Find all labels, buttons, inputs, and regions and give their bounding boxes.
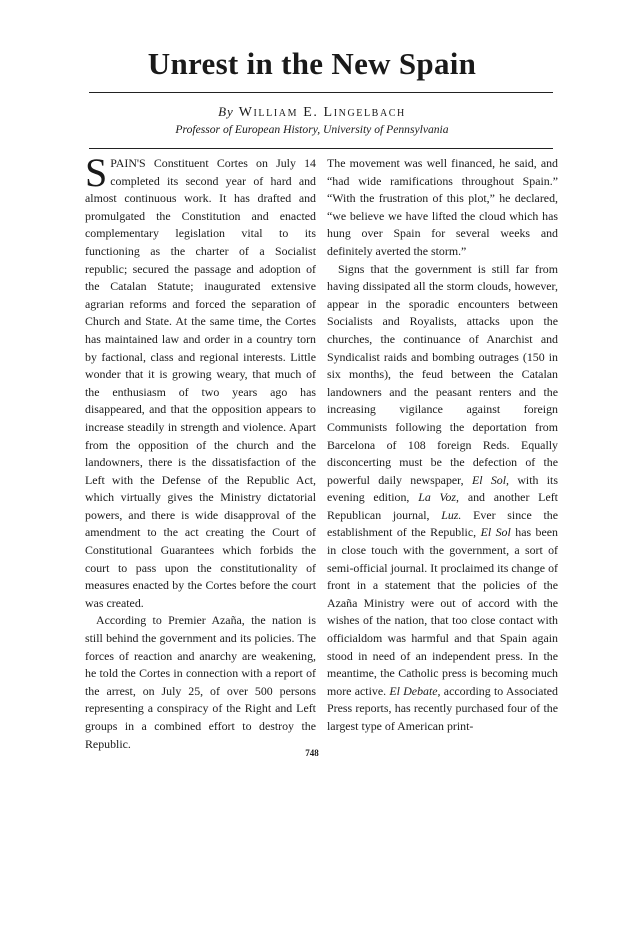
paragraph [327,261,558,736]
paragraph-text: Signs that the government is still far from having dissipated all the storm clouds, however, appear in the sporadic encounters between Socialists and Royalists, attacks upon the churches, the continuance of Anarchist and Syndicalist raids and bombing outrages (150 in six months), the feud between the Catalan landowners and the peasant renters and the increasing vigilance against foreign Communists following the deportation from Barcelona of 108 foreign Reds. Equally disconcerting must be the defection of the powerful daily newspaper, [327,261,558,487]
article-title: Unrest in the New Spain [147,46,477,81]
publication-name: El Sol, [471,472,509,487]
drop-cap-rest: PAIN'S [110,156,146,170]
drop-cap: S [85,150,108,195]
right-column [327,155,558,736]
paragraph-text: according to Associated Press reports, has recently purchased four of the largest type of American print- [327,683,558,733]
byline-by: By [218,104,234,119]
paragraph-text: has been in close touch with the government, a sort of semi-official journal. It proclaimed its change of front in a statement that the policies of the Azaña Ministry were out of accord with the wishes of the nation, that too close contact with officialdom was harmful and that Spain again stood in need of an independent press. In the meantime, the Catholic press is becoming much more active. [327,525,559,698]
author-affiliation: Professor of European History, University of Pennsylvania [175,123,449,136]
title-rule-bottom [89,148,553,149]
publication-name: El Sol [480,525,511,540]
paragraph-text: Ever since the establishment of the Republic, [327,507,558,540]
paragraph-text: and another Left Republican journal, [327,490,558,522]
publication-name: La Voz, [418,490,460,505]
byline [0,104,624,121]
paragraph: The movement was well financed, he said, and “had wide ramifications throughout Spain.” “With the frustration of this plot,” he declared, “we believe we have lifted the cloud which has hung over Spain for several weeks and definitely averted the storm.” [327,156,558,258]
left-column [85,150,316,753]
paragraph-text: Constituent Cortes on July 14 completed its second year of hard and almost continuous work. It has drafted and promulgated the Constitution and enacted complementary legislation vital to its functioning as the charter of a Socialist republic; secured the passage and adoption of the Catalan Statute; inaugurated extensive agrarian reforms and forced the separation of Church and State. At the same time, the Cortes has maintained law and order in a country torn by factional, class and regional interests. Little wonder that it is growing weary, that much of the enthusiasm of two years ago has disappeared, and that the opposition appears to increase steadily in strength and violence. Apart from the opposition of the church and the landowners, there is the dissatisfaction of the Left with the Defense of the Republic Act, which virtually gives the Ministry dictatorial powers, and there is wide disapproval of the amendment to the act creating the Court of Constitutional Guarantees which forbids the court to pass upon the constitutionality of measures enacted by the Cortes before the court was created. [85,156,316,610]
title-rule-top [89,92,553,93]
author-name: William E. Lingelbach [238,105,406,120]
paragraph-text: with its evening edition, [327,472,558,505]
publication-name: El Debate, [389,683,441,698]
publication-name: Luz. [441,507,462,522]
page-number: 748 [305,748,319,758]
paragraph: According to Premier Azaña, the nation is still behind the government and its policies. The forces of reaction and anarchy are weakening, he told the Cortes in connection with a report of the arrest, on July 25, of over 500 persons representing a conspiracy of the Right and Left groups in a combined effort to destroy the Republic. [85,613,316,751]
paragraph [85,150,316,612]
